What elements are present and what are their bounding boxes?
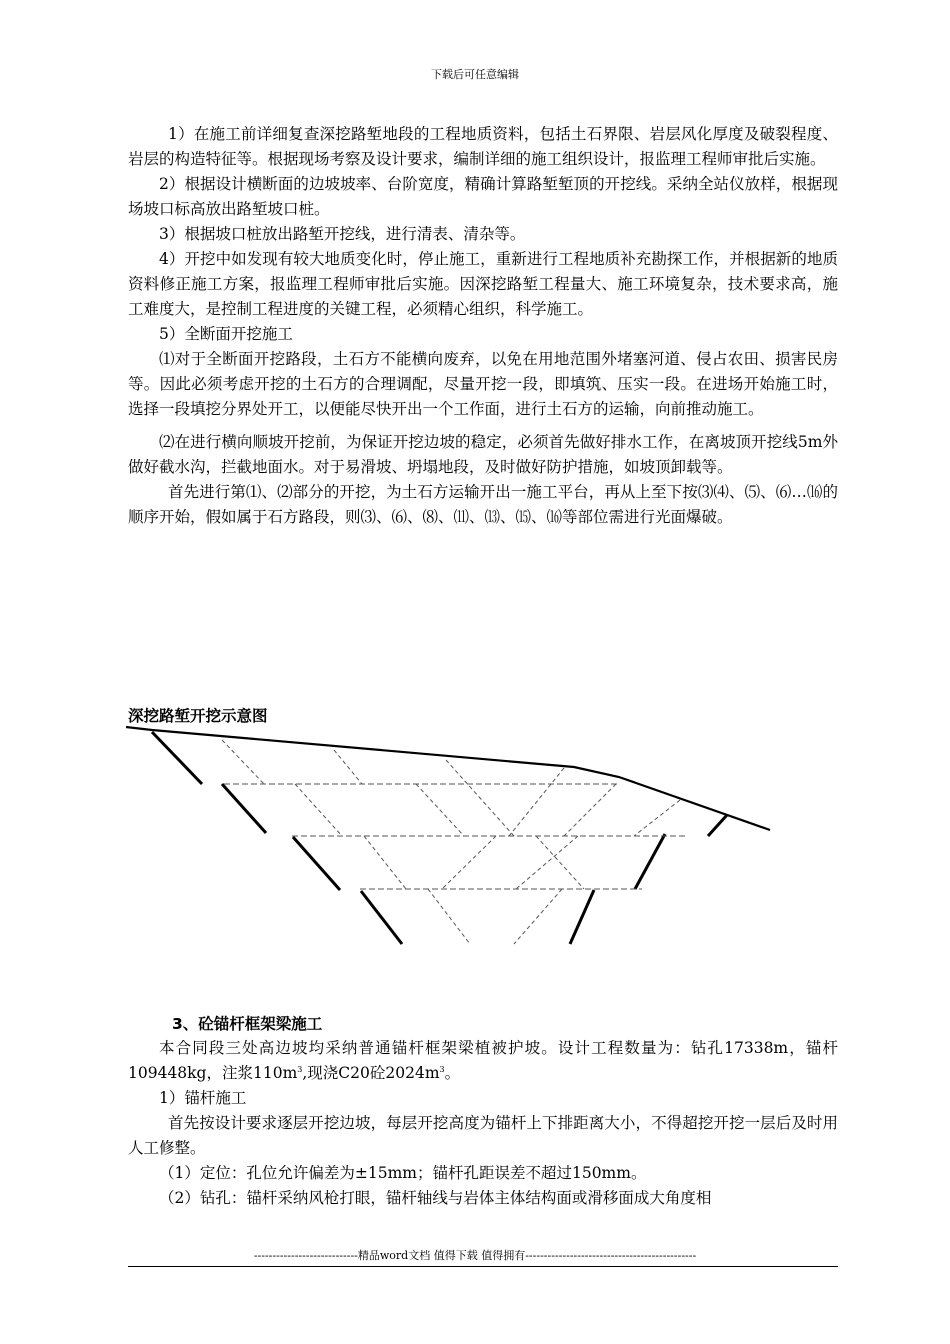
paragraph-6: ⑴对于全断面开挖路段，土石方不能横向废弃，以免在用地范围外堵塞河道、侵占农田、损害民房等。因此必须考虑开挖的土石方的合理调配，尽量开挖一段，即填筑、压实一段。在进场开始施工时，选择一段填挖分界处开工，以便能尽快开出一个工作面，进行土石方的运输，向前推动施工。 bbox=[128, 350, 838, 418]
divider-12 bbox=[516, 836, 578, 889]
division-lines bbox=[222, 740, 680, 944]
paragraph-2: 2）根据设计横断面的边坡坡率、台阶宽度，精确计算路堑堑顶的开挖线。采纳全站仪放样，根据现场坡口标高放出路堑坡口桩。 bbox=[128, 175, 838, 218]
excavation-diagram bbox=[124, 722, 774, 952]
diagram-title: 深挖路堑开挖示意图 bbox=[128, 707, 268, 725]
slope-face-right-4 bbox=[570, 890, 594, 944]
paragraph-5: 5）全断面开挖施工 bbox=[159, 325, 293, 343]
divider-8 bbox=[564, 784, 616, 836]
slope-face-left-3 bbox=[293, 837, 340, 890]
divider-13 bbox=[428, 889, 470, 944]
subsection-title: 1）锚杆施工 bbox=[159, 1089, 247, 1107]
ground-line bbox=[126, 727, 770, 830]
body-text bbox=[128, 122, 838, 530]
slope-face-right-1 bbox=[708, 815, 727, 836]
slope-face-right-3 bbox=[635, 834, 665, 889]
divider-9 bbox=[634, 800, 680, 836]
bench-lines bbox=[224, 784, 688, 889]
section-title: 3、砼锚杆框架梁施工 bbox=[172, 1015, 323, 1033]
subsection-paragraph-3: （2）钻孔：锚杆采纳风枪打眼，锚杆轴线与岩体主体结构面或滑移面成大角度相 bbox=[159, 1189, 712, 1207]
divider-2 bbox=[334, 750, 362, 784]
divider-1 bbox=[222, 740, 264, 784]
slope-face-left-2 bbox=[222, 784, 266, 833]
subsection-paragraph-1: 首先按设计要求逐层开挖边坡，每层开挖高度为锚杆上下排距离大小，不得超挖开挖一层后及时用人工修整。 bbox=[128, 1114, 838, 1157]
slope-face-left-1 bbox=[152, 732, 202, 784]
header-note: 下载后可任意编辑 bbox=[431, 68, 519, 81]
divider-3 bbox=[446, 760, 514, 836]
section-intro: 本合同段三处高边坡均采纳普通锚杆框架梁植被护坡。设计工程数量为：钻孔17338m，锚杆109448kg，注浆$110m^3$,现浇C20砼$2024m^3$。 bbox=[128, 1039, 838, 1082]
divider-14 bbox=[514, 889, 562, 944]
divider-6 bbox=[416, 784, 464, 836]
divider-5 bbox=[295, 784, 342, 836]
divider-7 bbox=[442, 836, 496, 889]
slope-face-left-4 bbox=[361, 891, 402, 944]
ground-surface bbox=[126, 727, 770, 830]
subsection-paragraph-2: （1）定位：孔位允许偏差为±15mm；锚杆孔距误差不超过150mm。 bbox=[159, 1164, 647, 1182]
paragraph-4: 4）开挖中如发现有较大地质变化时，停止施工，重新进行工程地质补充勘探工作，并根据新的地质资料修正施工方案，报监理工程师审批后实施。因深挖路堑工程量大、施工环境复杂，技术要求高，施工难度大，是控制工程进度的关键工程，必须精心组织，科学施工。 bbox=[128, 250, 838, 318]
slope-faces bbox=[152, 732, 727, 944]
paragraph-3: 3）根据坡口桩放出路堑开挖线，进行清表、清杂等。 bbox=[159, 225, 526, 243]
divider-11 bbox=[536, 836, 584, 889]
footer-rule bbox=[128, 1266, 838, 1267]
footer-text: ----------------------------精品word文档 值得下载 值得拥有---------------------------------------------- bbox=[253, 1249, 697, 1262]
paragraph-7: ⑵在进行横向顺坡开挖前，为保证开挖边坡的稳定，必须首先做好排水工作，在离坡顶开挖线5m外做好截水沟，拦截地面水。对于易滑坡、坍塌地段，及时做好防护措施，如坡顶卸载等。 bbox=[128, 433, 838, 476]
divider-4 bbox=[509, 768, 564, 836]
paragraph-8: 首先进行第⑴、⑵部分的开挖，为土石方运输开出一施工平台，再从上至下按⑶⑷、⑸、⑹…⒃的顺序开始，假如属于石方路段，则⑶、⑹、⑻、⑾、⒀、⒂、⒃等部位需进行光面爆破。 bbox=[128, 483, 838, 526]
section-anchor-frame bbox=[128, 1012, 838, 1211]
divider-10 bbox=[364, 836, 406, 889]
paragraph-1: 1）在施工前详细复查深挖路堑地段的工程地质资料，包括土石界限、岩层风化厚度及破裂程度、岩层的构造特征等。根据现场考察及设计要求，编制详细的施工组织设计，报监理工程师审批后实施。 bbox=[128, 125, 838, 168]
